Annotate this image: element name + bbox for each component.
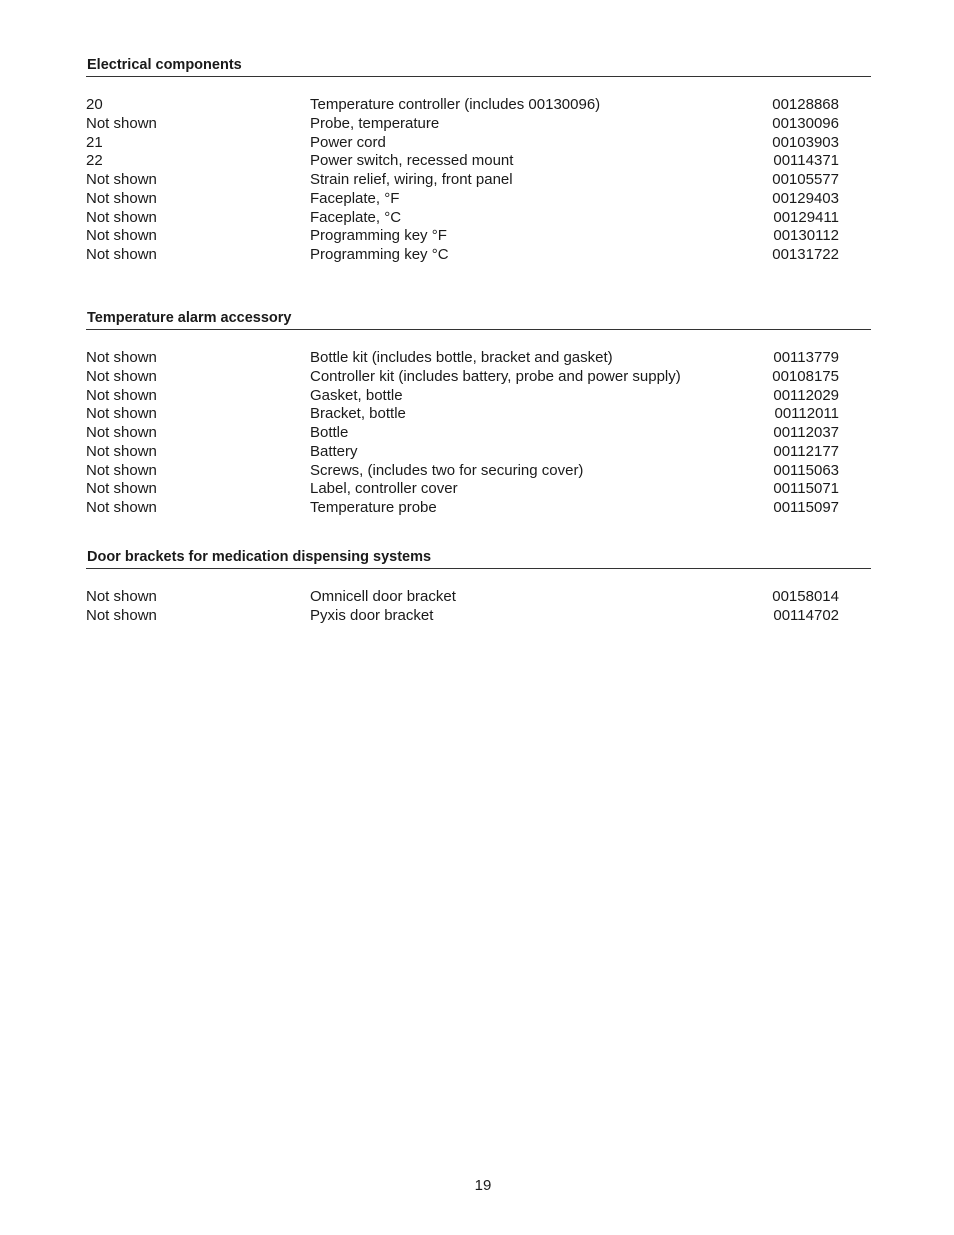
ref-number: Not shown	[86, 480, 157, 498]
section-title: Electrical components	[86, 56, 871, 77]
list-item	[86, 588, 871, 607]
part-description: Temperature probe	[310, 499, 437, 516]
list-item	[86, 171, 871, 190]
part-number: 00129403	[772, 189, 839, 207]
part-number: 00114371	[773, 152, 839, 170]
list-item	[86, 368, 871, 387]
ref-number: 22	[86, 152, 103, 170]
part-description: Strain relief, wiring, front panel	[310, 171, 513, 188]
part-number: 00108175	[772, 367, 839, 385]
ref-number: Not shown	[86, 208, 157, 226]
part-description: Bracket, bottle	[310, 405, 406, 423]
part-number: 00115097	[773, 499, 839, 516]
ref-number: Not shown	[86, 246, 157, 263]
ref-number: Not shown	[86, 189, 157, 207]
ref-number: Not shown	[86, 227, 157, 245]
ref-number: Not shown	[86, 424, 157, 441]
part-description: Omnicell door bracket	[310, 588, 456, 605]
ref-number: Not shown	[86, 114, 157, 132]
part-number: 00129411	[773, 208, 839, 226]
section-title: Door brackets for medication dispensing systems	[86, 548, 871, 569]
part-description: Programming key °C	[310, 246, 449, 263]
list-item	[86, 152, 871, 171]
ref-number: Not shown	[86, 588, 157, 605]
part-description: Screws, (includes two for securing cover)	[310, 461, 584, 479]
part-number: 00113779	[773, 349, 839, 366]
list-item	[86, 349, 871, 368]
part-description: Bottle	[310, 424, 349, 441]
part-number: 00112029	[773, 386, 839, 404]
ref-number: Not shown	[86, 349, 157, 366]
list-item	[86, 480, 871, 499]
parts-list	[86, 349, 871, 518]
ref-number: Not shown	[86, 461, 157, 479]
page-number: 19	[474, 1177, 492, 1194]
list-item	[86, 209, 871, 228]
part-number: 00112037	[773, 424, 839, 441]
ref-number: Not shown	[86, 442, 157, 460]
ref-number: Not shown	[86, 499, 157, 516]
part-description: Label, controller cover	[310, 480, 458, 498]
parts-list	[86, 96, 871, 265]
ref-number: 21	[86, 133, 103, 151]
section-title: Temperature alarm accessory	[86, 309, 871, 330]
ref-number: Not shown	[86, 405, 157, 423]
section-door-brackets	[86, 548, 871, 626]
ref-number: 20	[86, 96, 103, 113]
part-number: 00130096	[772, 114, 839, 132]
section-electrical-components	[86, 56, 871, 265]
part-description: Faceplate, °C	[310, 208, 402, 226]
list-item	[86, 499, 871, 518]
part-description: Battery	[310, 442, 358, 460]
ref-number: Not shown	[86, 386, 157, 404]
list-item	[86, 190, 871, 209]
part-number: 00114702	[773, 606, 839, 624]
ref-number: Not shown	[86, 606, 157, 624]
part-description: Power cord	[310, 133, 386, 151]
list-item	[86, 246, 871, 265]
list-item	[86, 405, 871, 424]
part-number: 00130112	[773, 227, 839, 245]
part-number: 00128868	[772, 96, 839, 113]
parts-list	[86, 588, 871, 626]
part-description: Gasket, bottle	[310, 386, 403, 404]
part-number: 00112011	[774, 405, 839, 423]
part-number: 00158014	[772, 588, 839, 605]
ref-number: Not shown	[86, 171, 157, 188]
list-item	[86, 462, 871, 481]
part-number: 00115063	[773, 461, 839, 479]
part-number: 00115071	[773, 480, 839, 498]
part-description: Temperature controller (includes 00130096)	[310, 96, 601, 113]
list-item	[86, 607, 871, 626]
part-description: Pyxis door bracket	[310, 606, 434, 624]
part-number: 00131722	[772, 246, 839, 263]
part-number: 00103903	[772, 133, 839, 151]
list-item	[86, 134, 871, 153]
list-item	[86, 387, 871, 406]
part-description: Programming key °F	[310, 227, 447, 245]
part-number: 00112177	[773, 442, 839, 460]
list-item	[86, 443, 871, 462]
part-description: Power switch, recessed mount	[310, 152, 514, 170]
list-item	[86, 115, 871, 134]
part-description: Controller kit (includes battery, probe and power supply)	[310, 367, 681, 385]
part-number: 00105577	[772, 171, 839, 188]
section-temperature-alarm-accessory	[86, 309, 871, 518]
part-description: Bottle kit (includes bottle, bracket and gasket)	[310, 349, 613, 366]
list-item	[86, 96, 871, 115]
list-item	[86, 227, 871, 246]
part-description: Probe, temperature	[310, 114, 440, 132]
part-description: Faceplate, °F	[310, 189, 400, 207]
ref-number: Not shown	[86, 367, 157, 385]
list-item	[86, 424, 871, 443]
